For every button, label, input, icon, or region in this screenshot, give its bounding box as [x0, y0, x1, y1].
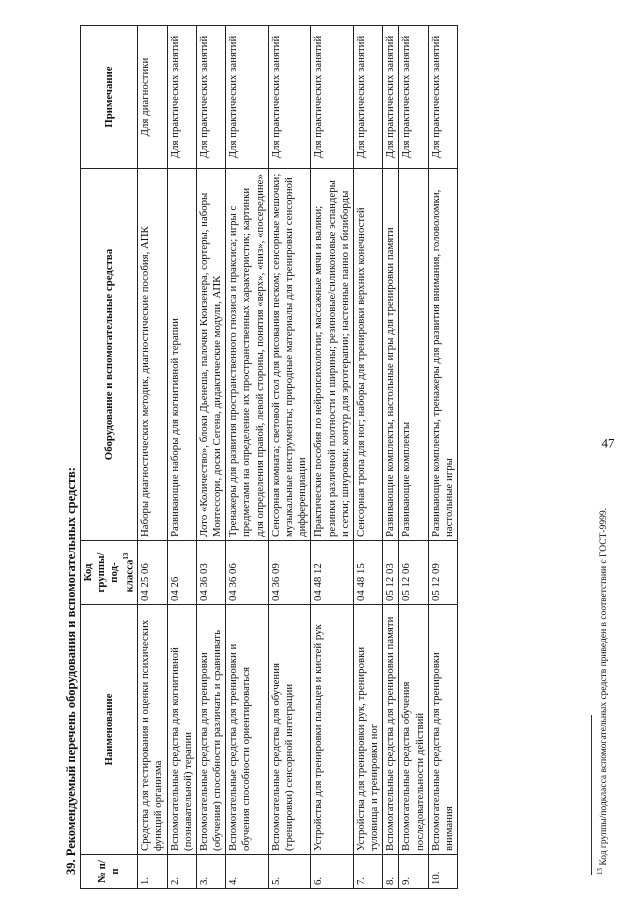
cell-note: Для диагностики [138, 26, 167, 169]
table-row [399, 26, 428, 889]
footnote-divider [591, 715, 592, 875]
cell-name: Устройства для тренировки пальцев и кистей рук [311, 605, 354, 855]
cell-code: 04 36 03 [196, 541, 225, 605]
cell-name: Вспомогательные средства для тренировки (обучения) способности различать и сравнивать [196, 605, 225, 855]
table-row [268, 26, 311, 889]
table-row [383, 26, 399, 889]
cell-num: 4. [226, 855, 269, 889]
cell-name: Вспомогательные средства для обучения (тренировки) сенсорной интеграции [268, 605, 311, 855]
cell-code: 05 12 03 [383, 541, 399, 605]
header-name: Наименование [81, 605, 138, 855]
cell-num: 5. [268, 855, 311, 889]
header-code [81, 541, 138, 605]
cell-note: Для практических занятий [196, 26, 225, 169]
cell-name: Вспомогательные средства для тренировки внимания [428, 605, 457, 855]
cell-equipment: Сенсорная комната; световой стол для рисования песком; сенсорные мешочки; музыкальные инструменты; природные материалы для тренировки сенсорной дифференциации [268, 169, 311, 541]
header-code-label: Код группы/под-класса [82, 552, 136, 593]
footnote-text: Код группы/подкласса вспомогательных средств приведен в соответствии с ГОСТ-9999. [599, 508, 610, 866]
footnote [596, 508, 609, 875]
table-row [311, 26, 354, 889]
header-note: Примечание [81, 26, 138, 169]
cell-note: Для практических занятий [353, 26, 382, 169]
cell-name: Вспомогательные средства для когнитивной (познавательной) терапии [167, 605, 196, 855]
cell-code: 04 36 09 [268, 541, 311, 605]
cell-num: 7. [353, 855, 382, 889]
footnote-ref: 13 [121, 552, 130, 560]
table-row [138, 26, 167, 889]
cell-code: 05 12 09 [428, 541, 457, 605]
cell-num: 1. [138, 855, 167, 889]
cell-note: Для практических занятий [383, 26, 399, 169]
cell-note: Для практических занятий [399, 26, 428, 169]
cell-name: Вспомогательные средства обучения последовательности действий [399, 605, 428, 855]
cell-num: 8. [383, 855, 399, 889]
cell-equipment: Развивающие комплекты, тренажеры для развития внимания, головоломки, настольные игры [428, 169, 457, 541]
cell-code: 05 12 06 [399, 541, 428, 605]
cell-num: 9. [399, 855, 428, 889]
table-header-row [81, 26, 138, 889]
table-row [353, 26, 382, 889]
footnote-mark: 13 [596, 868, 604, 875]
cell-equipment: Тренажеры для развития пространственного гнозиса и праксиса; игры с предметами на определение их пространственных характеристик; картинки для определения правой, левой стороны, понятия «верх», «низ», «посередине» [226, 169, 269, 541]
cell-name: Вспомогательные средства для тренировки и обучения способности ориентироваться [226, 605, 269, 855]
cell-name: Вспомогательные средства для тренировки памяти [383, 605, 399, 855]
header-num: № п/п [81, 855, 138, 889]
cell-code: 04 48 12 [311, 541, 354, 605]
header-equipment: Оборудование и вспомогательные средства [81, 169, 138, 541]
equipment-table [80, 25, 458, 889]
cell-equipment: Лото «Количество», блоки Дьенеша, палочки Кюизенера, сортеры, наборы Монтессори, доски Сегена, дидактические модули, АПК [196, 169, 225, 541]
cell-code: 04 26 [167, 541, 196, 605]
table-row [167, 26, 196, 889]
cell-note: Для практических занятий [226, 26, 269, 169]
cell-note: Для практических занятий [167, 26, 196, 169]
cell-equipment: Развивающие комплекты, настольные игры для тренировки памяти [383, 169, 399, 541]
cell-equipment: Наборы диагностических методик, диагностические пособия, АПК [138, 169, 167, 541]
section-title: 39. Рекомендуемый перечень оборудования и вспомогательных средств: [64, 467, 78, 875]
cell-note: Для практических занятий [268, 26, 311, 169]
cell-code: 04 48 15 [353, 541, 382, 605]
table-row [428, 26, 457, 889]
table-row [196, 26, 225, 889]
cell-note: Для практических занятий [428, 26, 457, 169]
cell-name: Средства для тестирования и оценки психических функций организма [138, 605, 167, 855]
cell-equipment: Практические пособия по нейропсихологии; массажные мячи и валики; резинки различной плотности и ширины; резиновые/силиконовые эспандеры и сетки; шнуровки; контур для эрготерапии; настенные панно и бизиборды [311, 169, 354, 541]
cell-num: 6. [311, 855, 354, 889]
cell-name: Устройства для тренировки рук, тренировки туловища и тренировки ног [353, 605, 382, 855]
cell-code: 04 25 06 [138, 541, 167, 605]
table-row [226, 26, 269, 889]
cell-num: 3. [196, 855, 225, 889]
cell-num: 10. [428, 855, 457, 889]
page-number: 47 [601, 435, 615, 451]
cell-equipment: Развивающие комплекты [399, 169, 428, 541]
cell-equipment: Развивающие наборы для когнитивной терапии [167, 169, 196, 541]
cell-note: Для практических занятий [311, 26, 354, 169]
cell-num: 2. [167, 855, 196, 889]
cell-code: 04 36 06 [226, 541, 269, 605]
cell-equipment: Сенсорная тропа для ног; наборы для тренировки верхних конечностей [353, 169, 382, 541]
